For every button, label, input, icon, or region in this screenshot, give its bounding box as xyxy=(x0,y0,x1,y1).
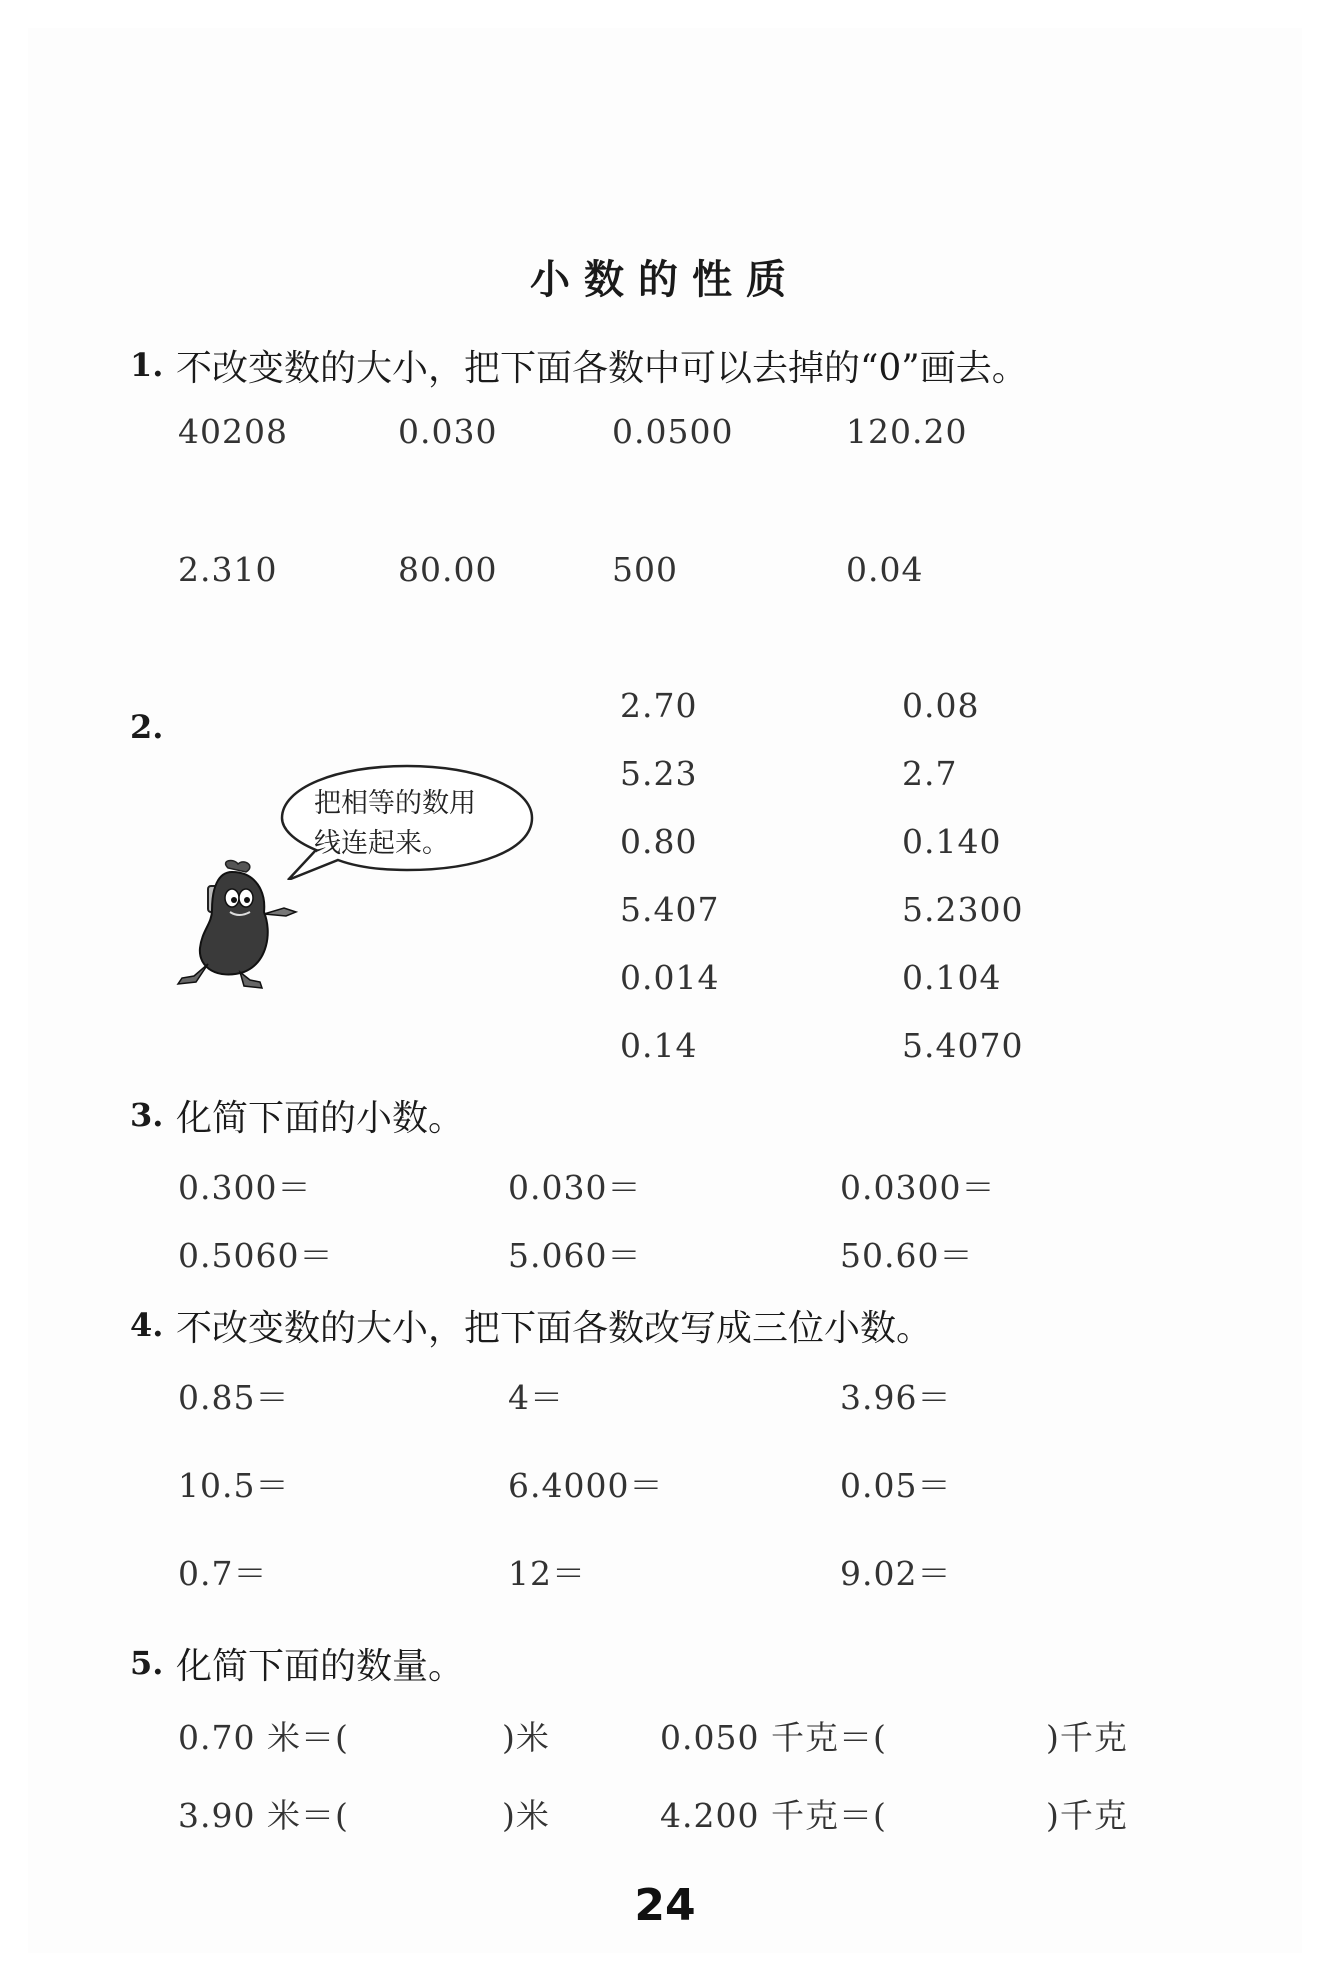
eggplant-mascot-icon xyxy=(172,858,302,994)
q3-value: 0.5060＝ xyxy=(178,1236,334,1275)
q4-value: 0.7＝ xyxy=(178,1554,268,1593)
q4-number: 4. xyxy=(130,1306,164,1344)
page-title: 小数的性质 xyxy=(530,257,800,303)
speech-bubble-text xyxy=(314,784,476,864)
q2-right-value: 2.7 xyxy=(902,754,958,793)
q4-value: 9.02＝ xyxy=(840,1554,952,1593)
q3-value: 5.060＝ xyxy=(508,1236,642,1275)
q3-value: 0.300＝ xyxy=(178,1168,312,1207)
q2-right-value: 5.2300 xyxy=(902,890,1024,929)
q4-value: 3.96＝ xyxy=(840,1378,952,1417)
q5-left-expression: 0.70 米＝( xyxy=(178,1718,349,1757)
q4-value: 0.85＝ xyxy=(178,1378,290,1417)
bubble-line: 把相等的数用 xyxy=(314,788,476,819)
q2-left-value: 5.407 xyxy=(620,890,720,929)
q2-number: 2. xyxy=(130,708,164,746)
q1-value: 0.0500 xyxy=(612,412,734,451)
q2-left-value: 0.14 xyxy=(620,1026,698,1065)
bubble-line: 线连起来。 xyxy=(314,828,449,859)
q5-text: 化简下面的数量。 xyxy=(176,1646,465,1687)
q2-left-value: 5.23 xyxy=(620,754,698,793)
q5-right-expression: 0.050 千克＝( xyxy=(660,1718,887,1757)
q4-value: 6.4000＝ xyxy=(508,1466,664,1505)
q2-left-value: 0.80 xyxy=(620,822,698,861)
q2-right-value: 0.140 xyxy=(902,822,1002,861)
page-number: 24 xyxy=(634,1880,696,1931)
q5-right-unit: )千克 xyxy=(1046,1718,1128,1757)
q1-value: 2.310 xyxy=(178,550,278,589)
q3-value: 0.0300＝ xyxy=(840,1168,996,1207)
q4-value: 10.5＝ xyxy=(178,1466,290,1505)
q5-right-expression: 4.200 千克＝( xyxy=(660,1796,887,1835)
q3-text: 化简下面的小数。 xyxy=(176,1098,465,1139)
q1-text: 不改变数的大小，把下面各数中可以去掉的“0”画去。 xyxy=(176,348,1028,389)
q1-value: 0.04 xyxy=(846,550,924,589)
q5-right-unit: )千克 xyxy=(1046,1796,1128,1835)
q1-value: 500 xyxy=(612,550,678,589)
q4-text: 不改变数的大小，把下面各数改写成三位小数。 xyxy=(176,1308,933,1349)
q5-left-expression: 3.90 米＝( xyxy=(178,1796,349,1835)
q4-value: 0.05＝ xyxy=(840,1466,952,1505)
q1-number: 1. xyxy=(130,346,164,384)
q5-left-unit: )米 xyxy=(502,1796,550,1835)
q2-left-value: 2.70 xyxy=(620,686,698,725)
q1-value: 0.030 xyxy=(398,412,498,451)
q5-number: 5. xyxy=(130,1644,164,1682)
q5-left-unit: )米 xyxy=(502,1718,550,1757)
q2-right-value: 5.4070 xyxy=(902,1026,1024,1065)
q1-value: 120.20 xyxy=(846,412,968,451)
q3-value: 0.030＝ xyxy=(508,1168,642,1207)
q1-value: 40208 xyxy=(178,412,288,451)
q2-left-value: 0.014 xyxy=(620,958,720,997)
q1-value: 80.00 xyxy=(398,550,498,589)
q2-right-value: 0.104 xyxy=(902,958,1002,997)
q2-right-value: 0.08 xyxy=(902,686,980,725)
q4-value: 12＝ xyxy=(508,1554,586,1593)
q3-number: 3. xyxy=(130,1096,164,1134)
q3-value: 50.60＝ xyxy=(840,1236,974,1275)
q4-value: 4＝ xyxy=(508,1378,564,1417)
